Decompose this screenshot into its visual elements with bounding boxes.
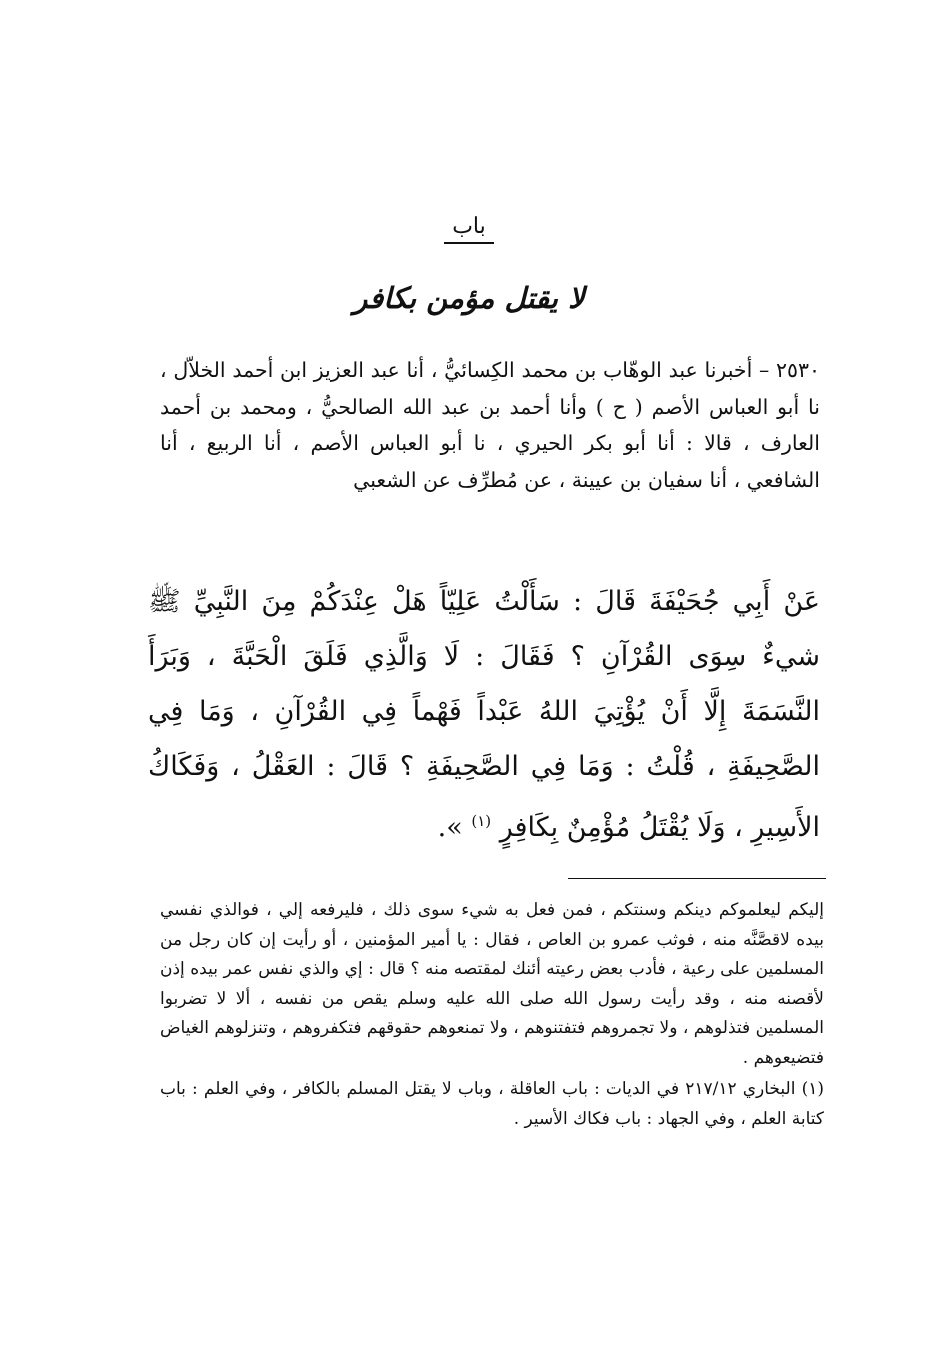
- chapter-title: لا يقتل مؤمن بكافر: [353, 281, 585, 315]
- matn-text: عَنْ أَبِي جُحَيْفَةَ قَالَ : سَأَلْتُ عَلِيّاً هَلْ عِنْدَكُمْ مِنَ النَّبِيِّ ﷺ شيءٌ سِوَى القُرْآنِ ؟ فَقَالَ : لَا وَالَّذِي فَلَقَ الْحَبَّةَ ، وَبَرَأَ النَّسَمَةَ إِلَّا أَنْ يُؤْتِيَ اللهُ عَبْداً فَهْماً فِي القُرْآنِ ، وَمَا فِي الصَّحِيفَةِ ، قُلْتُ : وَمَا فِي الصَّحِيفَةِ ؟ قَالَ : العَقْلُ ، وَفَكَاكُ الأَسِيرِ ، وَلَا يُقْتَلُ مُؤْمِنٌ بِكَافِرٍ: [148, 586, 820, 843]
- footnotes: [160, 896, 824, 1134]
- chapter-heading-word: باب: [0, 212, 938, 244]
- footnote-divider: [568, 878, 826, 879]
- footnote-marker: (١): [471, 812, 492, 830]
- hadith-isnad: ٢٥٣٠ – أخبرنا عبد الوهّاب بن محمد الكِسائيُّ ، أنا عبد العزيز ابن أحمد الخلاّل ، نا أبو العباس الأصم ( ح ) وأنا أحمد بن عبد الله الصالحيُّ ، ومحمد بن أحمد العارف ، قالا : أنا أبو بكر الحيري ، نا أبو العباس الأصم ، أنا الربيع ، أنا الشافعي ، أنا سفيان بن عيينة ، عن مُطرِّف عن الشعبي: [160, 358, 820, 492]
- hadith-matn: [148, 574, 820, 855]
- footnote-continuation: إليكم ليعلموكم دينكم وسنتكم ، فمن فعل به شيء سوى ذلك ، فليرفعه إلي ، فوالذي نفسي بيده لاقصَّنَّه منه ، فوثب عمرو بن العاص ، فقال : يا أمير المؤمنين ، أو رأيت إن كان رجل من المسلمين على رعية ، فأدب بعض رعيته أئنك لمقتصه منه ؟ قال : إي والذي نفس عمر بيده إذن لأقصنه منه ، وقد رأيت رسول الله صلى الله عليه وسلم يقص من نفسه ، ألا لا تضربوا المسلمين فتذلوهم ، ولا تجمروهم فتفتنوهم ، ولا تمنعوهم حقوقهم فتكفروهم ، وتنزلوهم الغياض فتضيعوهم .: [160, 900, 824, 1068]
- matn-closing: ».: [437, 812, 472, 843]
- footnote-1: (١) البخاري ٢١٧/١٢ في الديات : باب العاقلة ، وباب لا يقتل المسلم بالكافر ، وفي العلم : باب كتابة العلم ، وفي الجهاد : باب فكاك الأسير .: [160, 1079, 824, 1129]
